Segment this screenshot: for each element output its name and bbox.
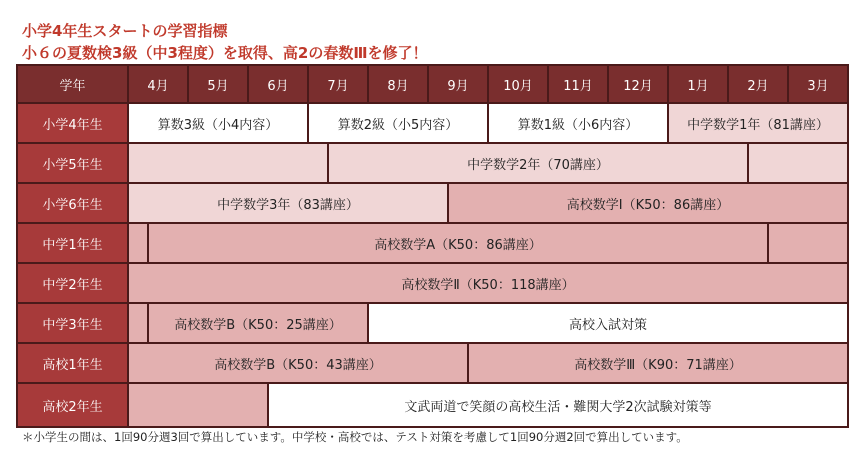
course-block: 高校数学B（K50：43講座） bbox=[129, 344, 467, 382]
row-grade-label: 中学1年生 bbox=[18, 224, 127, 262]
course-block: 高校入試対策 bbox=[369, 304, 847, 342]
row-grade-label: 高校2年生 bbox=[18, 384, 127, 426]
course-block-empty bbox=[129, 384, 267, 426]
course-block: 高校数学Ⅲ（K90：71講座） bbox=[469, 344, 847, 382]
course-block-empty bbox=[129, 144, 327, 182]
course-block: 中学数学1年（81講座） bbox=[669, 104, 847, 142]
row-grade-label: 中学2年生 bbox=[18, 264, 127, 302]
course-block: 算数3級（小4内容） bbox=[129, 104, 307, 142]
header-month: 5月 bbox=[189, 66, 247, 102]
row-grade-label: 高校1年生 bbox=[18, 344, 127, 382]
course-block-empty bbox=[129, 304, 147, 342]
row-grade-label: 小学4年生 bbox=[18, 104, 127, 142]
header-month: 9月 bbox=[429, 66, 487, 102]
header-month: 10月 bbox=[489, 66, 547, 102]
header-month: 2月 bbox=[729, 66, 787, 102]
row-grade-label: 小学5年生 bbox=[18, 144, 127, 182]
course-block: 算数2級（小5内容） bbox=[309, 104, 487, 142]
header-month: 6月 bbox=[249, 66, 307, 102]
course-block: 高校数学B（K50：25講座） bbox=[149, 304, 367, 342]
course-block: 高校数学A（K50：86講座） bbox=[149, 224, 767, 262]
header-month: 7月 bbox=[309, 66, 367, 102]
page-title: 小学4年生スタートの学習指標 bbox=[22, 22, 228, 40]
header-month: 12月 bbox=[609, 66, 667, 102]
course-block-empty bbox=[749, 144, 847, 182]
course-block: 中学数学3年（83講座） bbox=[129, 184, 447, 222]
page-subtitle: 小６の夏数検3級（中3程度）を取得、高2の春数Ⅲを修了！ bbox=[22, 44, 428, 62]
course-block-empty bbox=[769, 224, 847, 262]
footnote: ＊小学生の間は、1回90分週3回で算出しています。中学校・高校では、テスト対策を考慮して1回90分週2回で算出しています。 bbox=[22, 430, 688, 444]
course-block: 中学数学2年（70講座） bbox=[329, 144, 747, 182]
row-grade-label: 中学3年生 bbox=[18, 304, 127, 342]
header-grade: 学年 bbox=[18, 66, 127, 102]
course-block: 文武両道で笑顔の高校生活・難関大学2次試験対策等 bbox=[269, 384, 847, 426]
course-block-empty bbox=[129, 224, 147, 262]
header-month: 1月 bbox=[669, 66, 727, 102]
header-month: 8月 bbox=[369, 66, 427, 102]
header-month: 3月 bbox=[789, 66, 847, 102]
header-month: 11月 bbox=[549, 66, 607, 102]
course-block: 高校数学Ⅰ（K50：86講座） bbox=[449, 184, 847, 222]
row-grade-label: 小学6年生 bbox=[18, 184, 127, 222]
header-month: 4月 bbox=[129, 66, 187, 102]
course-block: 算数1級（小6内容） bbox=[489, 104, 667, 142]
course-block: 高校数学Ⅱ（K50：118講座） bbox=[129, 264, 847, 302]
